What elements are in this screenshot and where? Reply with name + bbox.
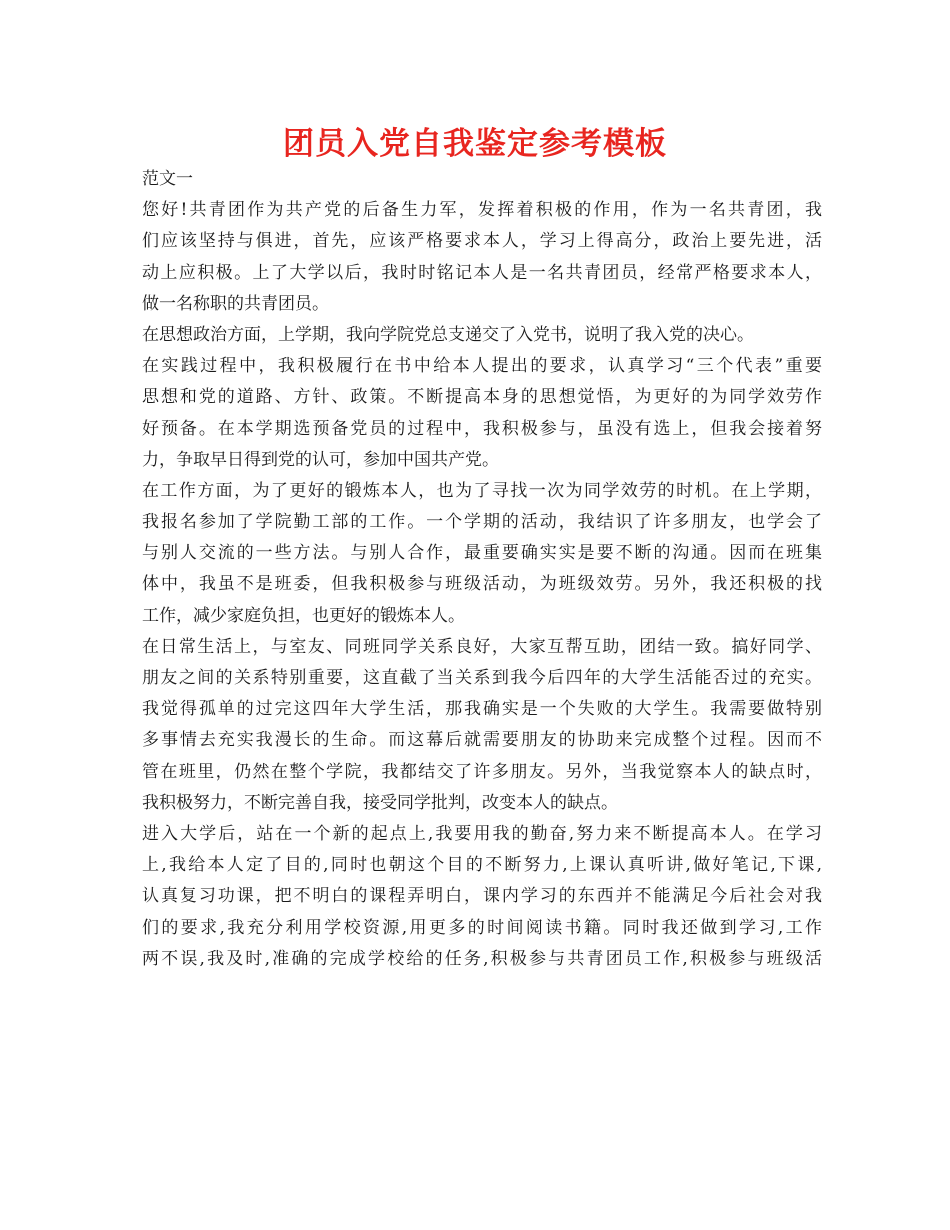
text-line: 在工作方面，为了更好的锻炼本人，也为了寻找一次为同学效劳的时机。在上学期， [142, 480, 822, 501]
text-line: 在实践过程中，我积极履行在书中给本人提出的要求，认真学习“三个代表”重要 [142, 356, 822, 377]
text-line: 您好!共青团作为共产党的后备生力军，发挥着积极的作用，作为一名共青团，我 [142, 200, 822, 221]
text-line: 在日常生活上，与室友、同班同学关系良好，大家互帮互助，团结一致。搞好同学、 [142, 636, 822, 657]
text-line: 我积极努力，不断完善自我，接受同学批判，改变本人的缺点。 [142, 792, 618, 813]
text-line: 与别人交流的一些方法。与别人合作，最重要确实实是要不断的沟通。因而在班集 [142, 543, 822, 564]
text-line: 体中，我虽不是班委，但我积极参与班级活动，为班级效劳。另外，我还积极的找 [142, 574, 822, 595]
text-line: 在思想政治方面，上学期，我向学院党总支递交了入党书，说明了我入党的决心。 [142, 324, 754, 345]
text-line: 管在班里，仍然在整个学院，我都结交了许多朋友。另外，当我觉察本人的缺点时， [142, 761, 822, 782]
text-line: 我报名参加了学院勤工部的工作。一个学期的活动，我结识了许多朋友，也学会了 [142, 512, 822, 533]
text-line: 动上应积极。上了大学以后，我时时铭记本人是一名共青团员，经常严格要求本人， [142, 262, 822, 283]
document-title: 团员入党自我鉴定参考模板 [283, 126, 667, 162]
text-line: 两不误,我及时,准确的完成学校给的任务,积极参与共青团员工作,积极参与班级活 [142, 948, 822, 969]
text-line: 思想和党的道路、方针、政策。不断提高本身的思想觉悟，为更好的为同学效劳作 [142, 387, 822, 408]
text-line: 工作，减少家庭负担，也更好的锻炼本人。 [142, 605, 465, 626]
text-line: 多事情去充实我漫长的生命。而这幕后就需要朋友的协助来完成整个过程。因而不 [142, 730, 822, 751]
text-line: 做一名称职的共青团员。 [142, 293, 329, 314]
text-line: 我觉得孤单的过完这四年大学生活，那我确实是一个失败的大学生。我需要做特别 [142, 699, 822, 720]
text-line: 们应该坚持与俱进，首先，应该严格要求本人，学习上得高分，政治上要先进，活 [142, 231, 822, 252]
text-line: 们的要求,我充分利用学校资源,用更多的时间阅读书籍。同时我还做到学习,工作 [142, 917, 822, 938]
text-line: 范文一 [142, 169, 193, 189]
text-line: 认真复习功课，把不明白的课程弄明白，课内学习的东西并不能满足今后社会对我 [142, 886, 822, 907]
text-line: 朋友之间的关系特别重要，这直截了当关系到我今后四年的大学生活能否过的充实。 [142, 668, 822, 688]
text-line: 力，争取早日得到党的认可，参加中国共产党。 [142, 449, 499, 470]
document-body [142, 164, 822, 975]
text-line: 进入大学后，站在一个新的起点上,我要用我的勤奋,努力来不断提高本人。在学习 [142, 823, 822, 844]
text-line: 上,我给本人定了目的,同时也朝这个目的不断努力,上课认真听讲,做好笔记,下课, [142, 855, 822, 876]
text-line: 好预备。在本学期选预备党员的过程中，我积极参与，虽没有选上，但我会接着努 [142, 418, 822, 439]
